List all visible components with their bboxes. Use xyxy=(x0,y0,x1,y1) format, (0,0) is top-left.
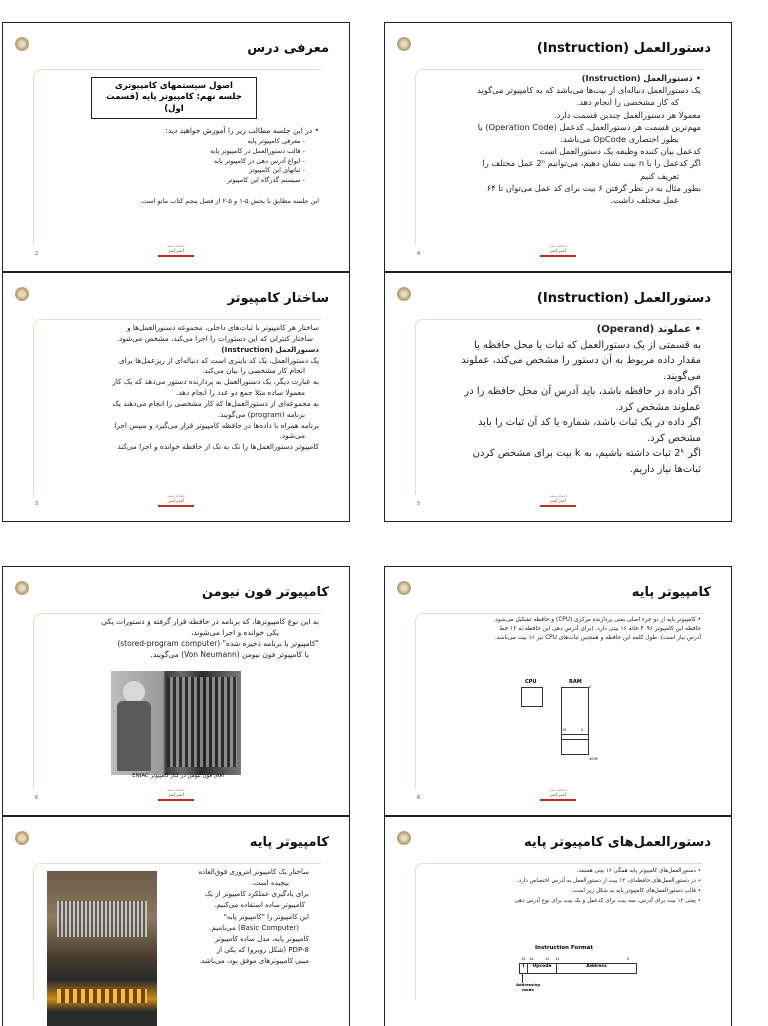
slide-course-intro xyxy=(2,22,350,272)
von-neumann-eniac-photo xyxy=(111,671,241,775)
footer-logo: دانشگاه صنعتی امیرکبیر xyxy=(158,244,194,257)
slide-body: • عملوند (Operand) به قسمتی از یک دستورالعمل که ثبات یا محل حافظه یا مقدار داده مربوط به آن دستور را مشخص می‌کند، عملوند می‌گویند. اگر داده در حافظه باشد، باید آدرس آن محل حافظه را در عملوند مشخص کرد. اگر داده در یک ثبات باشد، شماره یا کد آن ثبات را باید مشخص کرد. اگر 2ᵏ ثبات داشته باشیم، به k بیت برای مشخص کردن ثبات‌ها نیاز داریم. xyxy=(461,324,701,475)
footer-logo: دانشگاه صنعتی امیرکبیر xyxy=(540,244,576,257)
instruction-format-box: I Opcode Address xyxy=(519,963,637,974)
footer-logo: دانشگاه صنعتی امیرکبیر xyxy=(540,788,576,801)
slide-title: دستورالعمل‌های کامپیوتر پایه xyxy=(523,835,711,850)
university-logo-icon xyxy=(397,37,411,51)
slide-basic-computer xyxy=(384,566,732,816)
slide-computer-structure xyxy=(2,272,350,522)
slide-title: کامپیوتر فون نیومن xyxy=(201,585,329,600)
slide-body: • دستورالعمل (Instruction) یک دستورالعمل دنباله‌ای از بیت‌ها می‌باشد که به کامپیوتر می‌گوید که کار مشخصی را انجام دهد. معمولا هر دستورالعمل چندین قسمت دارد. مهم‌ترین قسمت هر دستورالعمل، کدعمل (Operation Code) یا بطور اختصاری OpCode می‌باشد. کدعمل بیان کننده وظیفه یک دستورالعمل است اگر کدعمل را با n بیت نشان دهیم، می‌توانیم 2ⁿ عمل مختلف را تعریف کنیم بطور مثال به در نظر گرفتن ۶ بیت برای کد عمل می‌توان تا ۶۴ عمل مختلف داشت. xyxy=(477,73,701,205)
session-title-line1: اصول سیستمهای کامپیوتری xyxy=(115,81,233,91)
page-number: 6 xyxy=(417,795,421,801)
page-number: 6 xyxy=(35,795,39,801)
page-number: 3 xyxy=(35,501,39,507)
slide-body xyxy=(37,126,319,207)
slide-title: دستورالعمل (Instruction) xyxy=(536,41,711,56)
university-logo-icon xyxy=(15,831,29,845)
university-logo-icon xyxy=(15,287,29,301)
university-logo-icon xyxy=(397,581,411,595)
reference-note: این جلسه مطابق با بخش ۵-۱ و ۵-۲ از فصل پنجم کتاب مانو است. xyxy=(139,196,319,205)
page-number: 2 xyxy=(35,251,39,257)
cpu-label: CPU xyxy=(525,679,537,685)
topic-item: - معرفی کامپیوتر پایه xyxy=(247,137,305,146)
slide-body: • کامپیوتر پایه از دو جزء اصلی یعنی پردازنده مرکزی (CPU) و حافظه تشکیل می‌شود. حافظه این کامپیوتر ۴۰۹۶ خانه ۱۶ بیتی دارد. (برای آدرس دهی این حافظه به ۱۲ خط آدرس نیاز است). طول کلمه این حافظه و همچنین ثبات‌های CPU نیز ۱۶ بیت می‌باشد. xyxy=(493,617,701,641)
session-title-box xyxy=(91,77,257,119)
ram-bit-0: 0 xyxy=(581,728,584,732)
slide-title: کامپیوتر پایه xyxy=(249,835,329,850)
university-logo-icon xyxy=(15,581,29,595)
topic-item: - انواع آدرس دهی در کامپیوتر پایه xyxy=(213,156,305,165)
addressing-mode-label: Addressing mode xyxy=(515,982,541,992)
slide-von-neumann xyxy=(2,566,350,816)
topic-item: - ثباتهای این کامپیوتر xyxy=(249,166,305,175)
ram-address-end: 4095 xyxy=(589,757,598,761)
session-title-line2: جلسه نهم: کامپیوتر پایه (قسمت اول) xyxy=(106,92,242,114)
ram-box xyxy=(561,685,592,755)
university-logo-icon xyxy=(15,37,29,51)
footer-logo: دانشگاه صنعتی امیرکبیر xyxy=(158,788,194,801)
university-logo-icon xyxy=(397,831,411,845)
footer-logo: دانشگاه صنعتی امیرکبیر xyxy=(158,494,194,507)
slide-instruction xyxy=(384,22,732,272)
topic-item: - قالب دستورالعمل در کامپیوتر پایه xyxy=(210,146,305,155)
ram-address-start: 0 xyxy=(589,685,592,689)
photo-caption: آقای فون نیومن در کنار کامپیوتر ENIAC xyxy=(132,773,224,779)
slide-title: معرفی درس xyxy=(247,41,329,56)
slide-basic-instructions: دستورالعمل‌های کامپیوتر پایه • دستورالعمل‌های کامپیوتر پایه همگی ۱۶ بیتی هستند. • در دستورالعمل‌های حافظه‌ای، ۱۲ بیت از دستورالعمل به آدرس اختصاص دارد. • قالب دستورالعمل‌های کامپیوتر پایه به شکل زیر است: • یعنی ۱۲ بیت برای آدرس، سه بیت برای کدعمل و یک بیت برای نوع آدرس دهی Instruction Format 15 14 12 11 0 I Opcode Address Addressing mode xyxy=(384,816,732,1026)
slide-body: ساختار یک کامپیوتر امروزی فوق‌العاده پیچیده است. برای یادگیری عملکرد کامپیوتر از یک کامپیوتر ساده استفاده می‌کنیم. این کامپیوتر را "کامپیوتر پایه" (Basic Computer) می‌نامیم. کامپیوتر پایه، مدل ساده کامپیوتر PDP-8 (شکل روبرو) که یکی از مینی کامپیوترهای موفق بود، می‌باشد. xyxy=(198,868,309,966)
slide-operand xyxy=(384,272,732,522)
slide-title: ساختار کامپیوتر xyxy=(227,291,329,306)
page-number: 4 xyxy=(417,251,421,257)
slide-body: ساختار هر کامپیوتر با ثبات‌های داخلی، مجموعه دستورالعمل‌ها و ساختار کنترلی که این دستورات را اجرا می‌کند، مشخص می‌شود. دستورالعمل (Instruction) یک دستورالعمل، یک کد باینری است که دنباله‌ای از ریزعمل‌ها برای انجام کار مشخصی را بیان می‌کند. به عبارت دیگر، یک دستورالعمل به پردازنده دستور می‌دهد که یک کار معمولا ساده مثلا جمع دو عدد را انجام دهد. به مجموعه‌ای از دستورالعمل‌ها که کار مشخصی را انجام می‌دهند یک برنامه (program) می‌گویند. برنامه همراه با داده‌ها در حافظه کامپیوتر قرار می‌گیرد و سپس اجرا می‌شود. کامپیوتر دستورالعمل‌ها را تک به تک از حافظه خوانده و اجرا می‌کند xyxy=(112,323,319,452)
topic-item: - سیستم گذرگاه این کامپیوتر xyxy=(226,176,305,185)
slide-title: کامپیوتر پایه xyxy=(631,585,711,600)
slide-basic-computer-pdp8 xyxy=(2,816,350,1026)
slide-body: به این نوع کامپیوترها، که برنامه در حافظه قرار گرفته و دستورات یکی یکی خوانده و اجرا می‌شوند، "کامپیوتر با برنامه ذخیره شده" (stored-program computer) یا کامپیوتر فون نیومن (Von Neumann) می‌گویند. xyxy=(101,617,319,660)
ram-bit-15: 15 xyxy=(562,728,567,732)
instruction-format-title: Instruction Format xyxy=(535,945,593,951)
cpu-box xyxy=(521,687,543,707)
pdp8-photo xyxy=(47,871,157,1026)
university-logo-icon xyxy=(397,287,411,301)
slide-body: • دستورالعمل‌های کامپیوتر پایه همگی ۱۶ بیتی هستند. • در دستورالعمل‌های حافظه‌ای، ۱۲ بیت از دستورالعمل به آدرس اختصاص دارد. • قالب دستورالعمل‌های کامپیوتر پایه به شکل زیر است: • یعنی ۱۲ بیت برای آدرس، سه بیت برای کدعمل و یک بیت برای نوع آدرس دهی xyxy=(514,868,701,904)
ram-label: RAM xyxy=(569,679,582,685)
slide-title: دستورالعمل (Instruction) xyxy=(536,291,711,306)
intro-text: • در این جلسه مطالب زیر را آموزش خواهید دید: xyxy=(37,126,319,136)
footer-logo: دانشگاه صنعتی امیرکبیر xyxy=(540,494,576,507)
page-number: 5 xyxy=(417,501,421,507)
